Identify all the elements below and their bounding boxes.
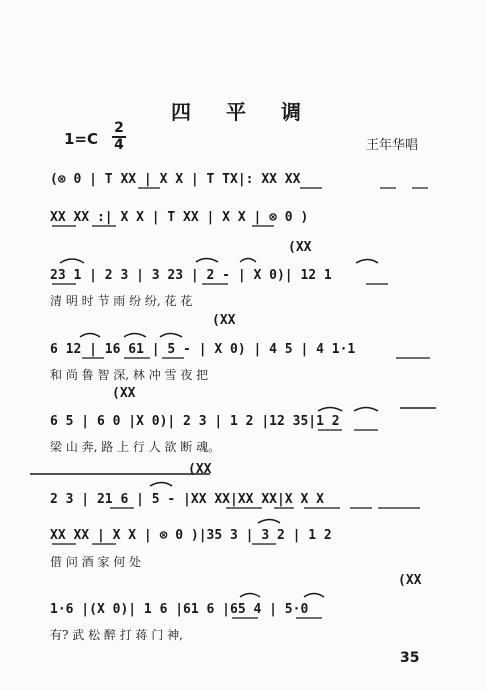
notation-line: XX XX | X X | ⊗ 0 )|35 3 | 3 2 | 1 2 <box>50 528 332 543</box>
key-signature: 1=C <box>64 130 99 148</box>
slur <box>150 483 172 487</box>
time-signature-bottom: 4 <box>114 137 124 153</box>
slur <box>304 594 324 598</box>
notation-line: 6 12 | 16 61 | 5 - | X 0) | 4 5 | 4 1·1 <box>50 342 356 357</box>
slur <box>124 334 146 338</box>
song-title: 四 平 调 <box>171 100 315 124</box>
slur <box>80 334 100 338</box>
slur <box>354 408 378 412</box>
slur <box>240 594 260 598</box>
time-signature-top: 2 <box>114 120 124 136</box>
percussion-cue: (XX <box>112 386 136 401</box>
slur <box>196 259 218 263</box>
notation-line: XX XX :| X X | T XX | X X | ⊗ 0 ) <box>50 210 309 225</box>
slur <box>160 334 182 338</box>
notation-line: 2 3 | 21 6 | 5 - |XX XX|XX XX|X X X <box>50 492 324 507</box>
lyric-line: 和 尚 鲁 智 深, 林 冲 雪 夜 把 <box>50 368 209 382</box>
lyric-line: 梁 山 奔, 路 上 行 人 欲 断 魂。 <box>50 440 221 454</box>
notation-line: 1·6 |(X 0)| 1 6 |61 6 |65 4 | 5·0 <box>50 602 309 617</box>
slur <box>258 520 280 524</box>
lyric-line: 借 问 酒 家 何 处 <box>50 555 142 569</box>
percussion-cue: (XX <box>212 313 236 328</box>
notation-line: 6 5 | 6 0 |X 0)| 2 3 | 1 2 |12 35|1 2 <box>50 414 340 429</box>
percussion-cue: (XX <box>398 573 422 588</box>
lyric-line: 清 明 时 节 雨 纷 纷, 花 花 <box>50 294 193 308</box>
slur <box>318 408 342 412</box>
page-number: 35 <box>400 650 420 666</box>
percussion-cue: (XX <box>188 462 212 477</box>
singer-credit: 王年华唱 <box>366 138 419 153</box>
slur <box>60 259 84 263</box>
lyric-line: 有? 武 松 醉 打 蒋 门 神, <box>50 628 183 642</box>
notation-line: 23 1 | 2 3 | 3 23 | 2 - | X 0)| 12 1 <box>50 268 332 283</box>
slur <box>240 259 256 263</box>
percussion-cue: (XX <box>288 240 312 255</box>
slur <box>356 260 378 264</box>
notation-line: (⊗ 0 | T XX | X X | T TX|: XX XX <box>50 172 301 187</box>
